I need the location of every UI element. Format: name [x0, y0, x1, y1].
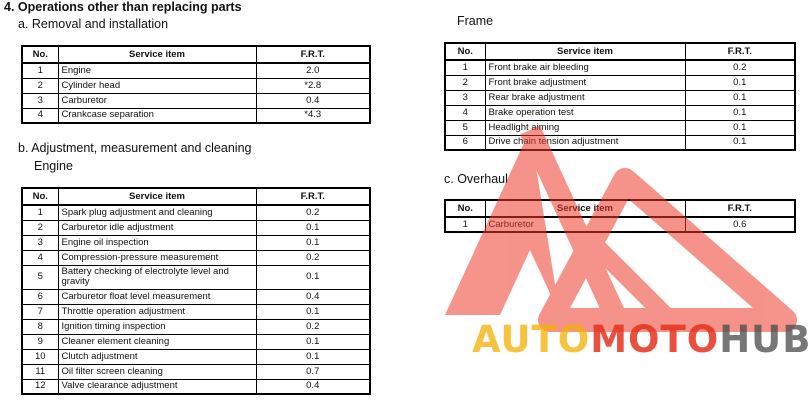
- row-no: 5: [22, 265, 58, 289]
- table-row: [22, 250, 370, 265]
- row-frt: 0.1: [256, 265, 370, 289]
- header-no: No.: [22, 46, 58, 63]
- header-frt: F.R.T.: [256, 46, 370, 63]
- table-row: [22, 364, 370, 379]
- table-row: [22, 334, 370, 349]
- table-row: [22, 63, 370, 78]
- engine-adjustment-table: [21, 187, 371, 395]
- subsection-b-title: b. Adjustment, measurement and cleaning: [18, 141, 252, 155]
- row-service-item: Clutch adjustment: [58, 349, 256, 364]
- header-frt: F.R.T.: [685, 200, 795, 217]
- row-no: 2: [445, 75, 485, 90]
- header-service-item: Service item: [58, 46, 256, 63]
- row-service-item: Headlight aiming: [485, 120, 685, 135]
- row-no: 4: [22, 108, 58, 123]
- table-row: [22, 108, 370, 123]
- row-no: 2: [22, 220, 58, 235]
- table-row: [22, 205, 370, 220]
- row-no: 8: [22, 319, 58, 334]
- header-service-item: Service item: [485, 200, 685, 217]
- row-no: 2: [22, 78, 58, 93]
- row-frt: 0.1: [256, 349, 370, 364]
- row-service-item: Engine: [58, 63, 256, 78]
- row-service-item: Cylinder head: [58, 78, 256, 93]
- table-row: [22, 265, 370, 289]
- row-frt: *2.8: [256, 78, 370, 93]
- row-frt: 0.1: [256, 304, 370, 319]
- row-frt: 0.2: [256, 205, 370, 220]
- table-header-row: [22, 46, 370, 63]
- row-no: 4: [22, 250, 58, 265]
- row-no: 10: [22, 349, 58, 364]
- row-service-item: Engine oil inspection: [58, 235, 256, 250]
- row-service-item: Carburetor float level measurement: [58, 289, 256, 304]
- row-no: 1: [22, 205, 58, 220]
- row-service-item: Front brake adjustment: [485, 75, 685, 90]
- row-frt: 0.1: [685, 90, 795, 105]
- engine-label: Engine: [34, 159, 73, 173]
- table-row: [445, 105, 795, 120]
- row-no: 4: [445, 105, 485, 120]
- header-no: No.: [445, 200, 485, 217]
- header-frt: F.R.T.: [685, 43, 795, 60]
- row-service-item: Brake operation test: [485, 105, 685, 120]
- row-no: 11: [22, 364, 58, 379]
- row-frt: 0.6: [685, 217, 795, 232]
- header-service-item: Service item: [485, 43, 685, 60]
- row-no: 7: [22, 304, 58, 319]
- watermark-auto: AUTO: [472, 318, 591, 361]
- table-row: [22, 78, 370, 93]
- subsection-a-title: a. Removal and installation: [18, 17, 169, 31]
- table-row: [22, 319, 370, 334]
- table-row: [22, 93, 370, 108]
- header-no: No.: [22, 188, 58, 205]
- row-no: 9: [22, 334, 58, 349]
- row-service-item: Front brake air bleeding: [485, 60, 685, 75]
- row-no: 3: [22, 93, 58, 108]
- row-no: 6: [22, 289, 58, 304]
- row-no: 5: [445, 120, 485, 135]
- row-no: 1: [22, 63, 58, 78]
- row-frt: 0.2: [685, 60, 795, 75]
- row-service-item: Ignition timing inspection: [58, 319, 256, 334]
- row-frt: *4.3: [256, 108, 370, 123]
- table-row: [22, 235, 370, 250]
- row-no: 1: [445, 60, 485, 75]
- table-header-row: [445, 43, 795, 60]
- table-row: [445, 90, 795, 105]
- row-service-item: Cleaner element cleaning: [58, 334, 256, 349]
- row-frt: 0.1: [256, 235, 370, 250]
- row-no: 3: [445, 90, 485, 105]
- table-row: [22, 304, 370, 319]
- row-service-item: Rear brake adjustment: [485, 90, 685, 105]
- table-header-row: [22, 188, 370, 205]
- row-service-item: Carburetor: [58, 93, 256, 108]
- row-frt: 2.0: [256, 63, 370, 78]
- row-no: 1: [445, 217, 485, 232]
- row-frt: 0.1: [685, 135, 795, 150]
- row-frt: 0.2: [256, 319, 370, 334]
- table-row: [22, 220, 370, 235]
- row-service-item: Valve clearance adjustment: [58, 379, 256, 394]
- watermark-text: [472, 318, 811, 361]
- row-frt: 0.7: [256, 364, 370, 379]
- row-service-item: Spark plug adjustment and cleaning: [58, 205, 256, 220]
- header-frt: F.R.T.: [256, 188, 370, 205]
- row-no: 6: [445, 135, 485, 150]
- frame-label: Frame: [457, 14, 494, 28]
- row-frt: 0.4: [256, 289, 370, 304]
- row-service-item: Drive chain tension adjustment: [485, 135, 685, 150]
- row-no: 3: [22, 235, 58, 250]
- row-service-item: Throttle operation adjustment: [58, 304, 256, 319]
- row-service-item: Compression-pressure measurement: [58, 250, 256, 265]
- row-frt: 0.4: [256, 379, 370, 394]
- table-row: [22, 289, 370, 304]
- table-row: [445, 75, 795, 90]
- watermark-moto: MOTO: [590, 318, 720, 361]
- row-frt: 0.1: [685, 105, 795, 120]
- table-row: [445, 60, 795, 75]
- row-service-item: Oil filter screen cleaning: [58, 364, 256, 379]
- row-frt: 0.1: [685, 120, 795, 135]
- row-frt: 0.2: [256, 250, 370, 265]
- table-row: [22, 349, 370, 364]
- row-frt: 0.4: [256, 93, 370, 108]
- watermark-hub: HUB: [719, 318, 811, 361]
- removal-installation-table: [21, 45, 371, 124]
- subsection-c-title: c. Overhaul: [444, 172, 508, 186]
- row-frt: 0.1: [256, 334, 370, 349]
- row-service-item: Crankcase separation: [58, 108, 256, 123]
- row-service-item: Battery checking of electrolyte level and gravity: [58, 265, 256, 289]
- row-frt: 0.1: [256, 220, 370, 235]
- header-no: No.: [445, 43, 485, 60]
- row-frt: 0.1: [685, 75, 795, 90]
- section-title: 4. Operations other than replacing parts: [4, 0, 242, 14]
- header-service-item: Service item: [58, 188, 256, 205]
- row-service-item: Carburetor idle adjustment: [58, 220, 256, 235]
- row-no: 12: [22, 379, 58, 394]
- table-row: [22, 379, 370, 394]
